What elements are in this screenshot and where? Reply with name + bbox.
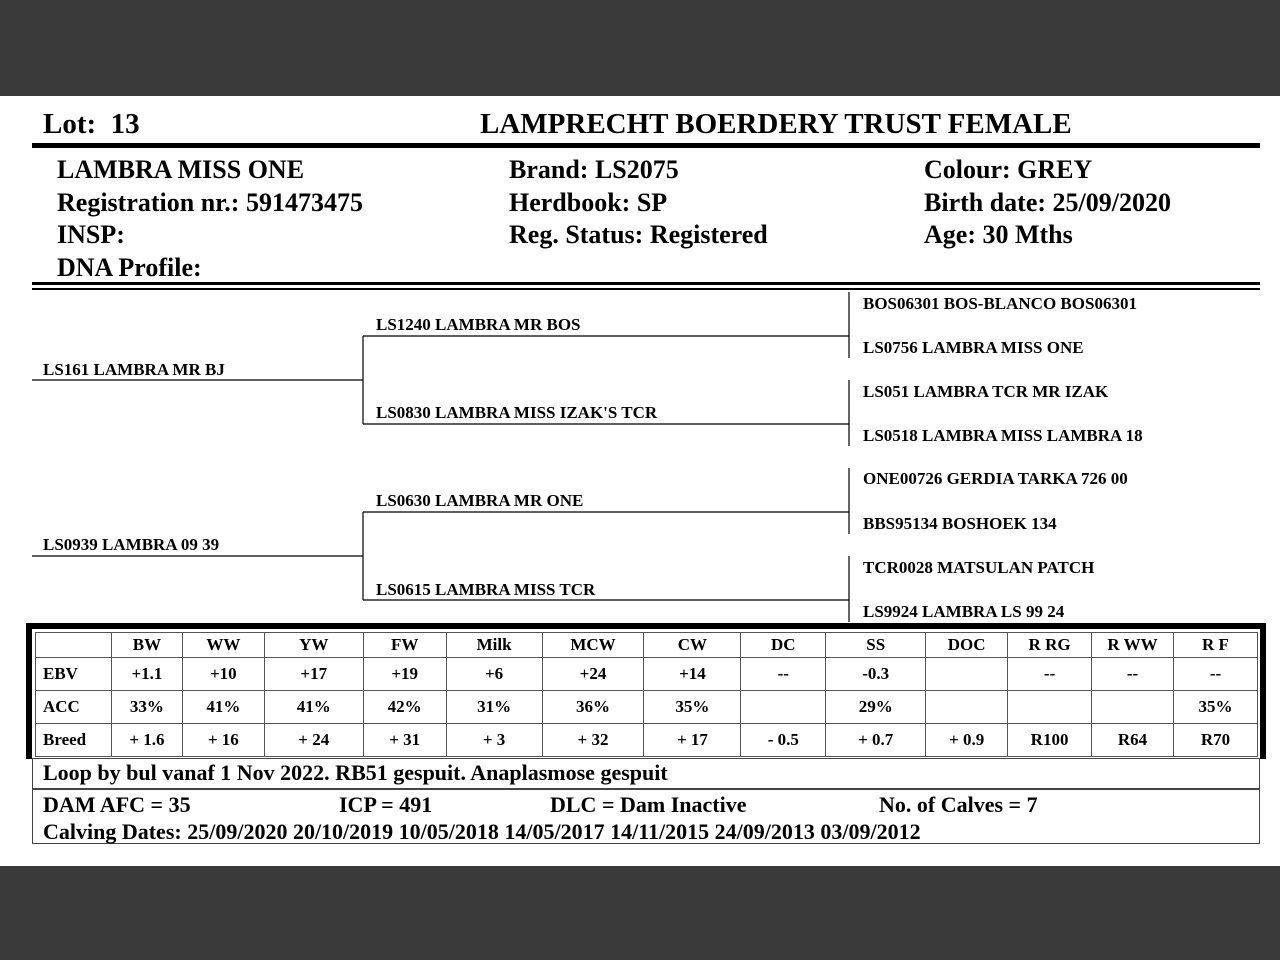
- dna-profile-label: DNA Profile:: [57, 252, 202, 282]
- animal-name: LAMBRA MISS ONE: [57, 155, 305, 184]
- table-cell: 41%: [182, 691, 264, 724]
- table-cell: 42%: [363, 691, 446, 724]
- table-cell: +1.1: [111, 658, 182, 691]
- table-cell: [1008, 691, 1092, 724]
- table-cell: + 0.9: [926, 724, 1008, 757]
- calving-dates: Calving Dates: 25/09/2020 20/10/2019 10/05/2018 14/05/2017 14/11/2015 24/09/2013 03/09/2012: [43, 819, 921, 844]
- dam-afc: DAM AFC = 35: [43, 792, 191, 817]
- table-cell: --: [1008, 658, 1092, 691]
- table-cell: R64: [1092, 724, 1174, 757]
- pedigree-dam: LS0939 LAMBRA 09 39: [43, 535, 220, 554]
- pedigree-gen3-7: TCR0028 MATSULAN PATCH: [863, 558, 1095, 577]
- pedigree-gen3-8: LS9924 LAMBRA LS 99 24: [863, 602, 1065, 621]
- pedigree-gen3-1: BOS06301 BOS-BLANCO BOS06301: [863, 294, 1137, 313]
- notes-divider: [32, 788, 1260, 790]
- ebv-frame-left: [26, 623, 32, 759]
- dlc: DLC = Dam Inactive: [550, 792, 747, 817]
- pedigree-gen3-3: LS051 LAMBRA TCR MR IZAK: [863, 382, 1109, 401]
- ebv-table: [35, 632, 1258, 757]
- table-cell: 33%: [111, 691, 182, 724]
- pedigree-sire-sire: LS1240 LAMBRA MR BOS: [376, 315, 581, 334]
- breed-row: [36, 724, 1258, 757]
- table-cell: + 31: [363, 724, 446, 757]
- pedigree-gen3-5: ONE00726 GERDIA TARKA 726 00: [863, 469, 1128, 488]
- ebv-col-header: [36, 633, 112, 658]
- brand: Brand: LS2075: [509, 155, 679, 184]
- row-label-breed: Breed: [36, 724, 112, 757]
- pedigree-dam-sire: LS0630 LAMBRA MR ONE: [376, 491, 584, 510]
- registration-status: Reg. Status: Registered: [509, 220, 768, 249]
- table-cell: +19: [363, 658, 446, 691]
- pedigree-sire: LS161 LAMBRA MR BJ: [43, 360, 225, 379]
- lot-number: 13: [110, 108, 140, 140]
- lot-label: Lot: 13: [43, 108, 140, 140]
- table-cell: 35%: [1173, 691, 1257, 724]
- table-cell: +14: [644, 658, 741, 691]
- table-cell: R70: [1173, 724, 1257, 757]
- table-cell: + 1.6: [111, 724, 182, 757]
- pedigree-gen3-2: LS0756 LAMBRA MISS ONE: [863, 338, 1084, 357]
- table-cell: +10: [182, 658, 264, 691]
- ebv-col-header: SS: [826, 633, 926, 658]
- table-cell: + 32: [542, 724, 644, 757]
- table-cell: +24: [542, 658, 644, 691]
- table-cell: 31%: [446, 691, 542, 724]
- table-cell: + 17: [644, 724, 741, 757]
- ebv-col-header: CW: [644, 633, 741, 658]
- ebv-col-header: Milk: [446, 633, 542, 658]
- table-cell: --: [741, 658, 826, 691]
- breeding-note: Loop by bul vanaf 1 Nov 2022. RB51 gespuit. Anaplasmose gespuit: [43, 760, 668, 785]
- table-cell: --: [1092, 658, 1174, 691]
- ebv-header-row: [36, 633, 1258, 658]
- table-cell: - 0.5: [741, 724, 826, 757]
- ebv-col-header: R WW: [1092, 633, 1174, 658]
- table-cell: + 0.7: [826, 724, 926, 757]
- ebv-col-header: WW: [182, 633, 264, 658]
- table-cell: + 16: [182, 724, 264, 757]
- table-cell: [926, 658, 1008, 691]
- ebv-col-header: R RG: [1008, 633, 1092, 658]
- table-cell: 41%: [264, 691, 363, 724]
- acc-row: [36, 691, 1258, 724]
- ebv-row: [36, 658, 1258, 691]
- birth-date: Birth date: 25/09/2020: [924, 187, 1171, 217]
- row-label-ebv: EBV: [36, 658, 112, 691]
- table-cell: [926, 691, 1008, 724]
- table-cell: R100: [1008, 724, 1092, 757]
- card-title: LAMPRECHT BOERDERY TRUST FEMALE: [480, 108, 1072, 140]
- table-cell: [1092, 691, 1174, 724]
- table-cell: [741, 691, 826, 724]
- ebv-frame-top: [26, 623, 1266, 629]
- table-cell: 36%: [542, 691, 644, 724]
- table-cell: -0.3: [826, 658, 926, 691]
- number-of-calves: No. of Calves = 7: [879, 792, 1038, 817]
- row-label-acc: ACC: [36, 691, 112, 724]
- insp-label: INSP:: [57, 220, 125, 249]
- pedigree-gen3-6: BBS95134 BOSHOEK 134: [863, 514, 1057, 533]
- ebv-col-header: YW: [264, 633, 363, 658]
- table-cell: + 3: [446, 724, 542, 757]
- sale-card: [0, 96, 1280, 866]
- age: Age: 30 Mths: [924, 220, 1073, 249]
- table-cell: +6: [446, 658, 542, 691]
- ebv-col-header: DOC: [926, 633, 1008, 658]
- icp: ICP = 491: [339, 792, 433, 817]
- table-cell: 35%: [644, 691, 741, 724]
- ebv-col-header: FW: [363, 633, 446, 658]
- colour: Colour: GREY: [924, 155, 1093, 184]
- herdbook: Herdbook: SP: [509, 187, 668, 217]
- table-cell: +17: [264, 658, 363, 691]
- registration-number: Registration nr.: 591473475: [57, 187, 363, 217]
- table-cell: --: [1173, 658, 1257, 691]
- pedigree-sire-dam: LS0830 LAMBRA MISS IZAK'S TCR: [376, 403, 658, 422]
- table-cell: + 24: [264, 724, 363, 757]
- ebv-col-header: BW: [111, 633, 182, 658]
- table-cell: 29%: [826, 691, 926, 724]
- ebv-col-header: MCW: [542, 633, 644, 658]
- ebv-col-header: DC: [741, 633, 826, 658]
- pedigree-dam-dam: LS0615 LAMBRA MISS TCR: [376, 580, 596, 599]
- ebv-frame-right: [1260, 623, 1266, 759]
- ebv-col-header: R F: [1173, 633, 1257, 658]
- pedigree-gen3-4: LS0518 LAMBRA MISS LAMBRA 18: [863, 426, 1143, 445]
